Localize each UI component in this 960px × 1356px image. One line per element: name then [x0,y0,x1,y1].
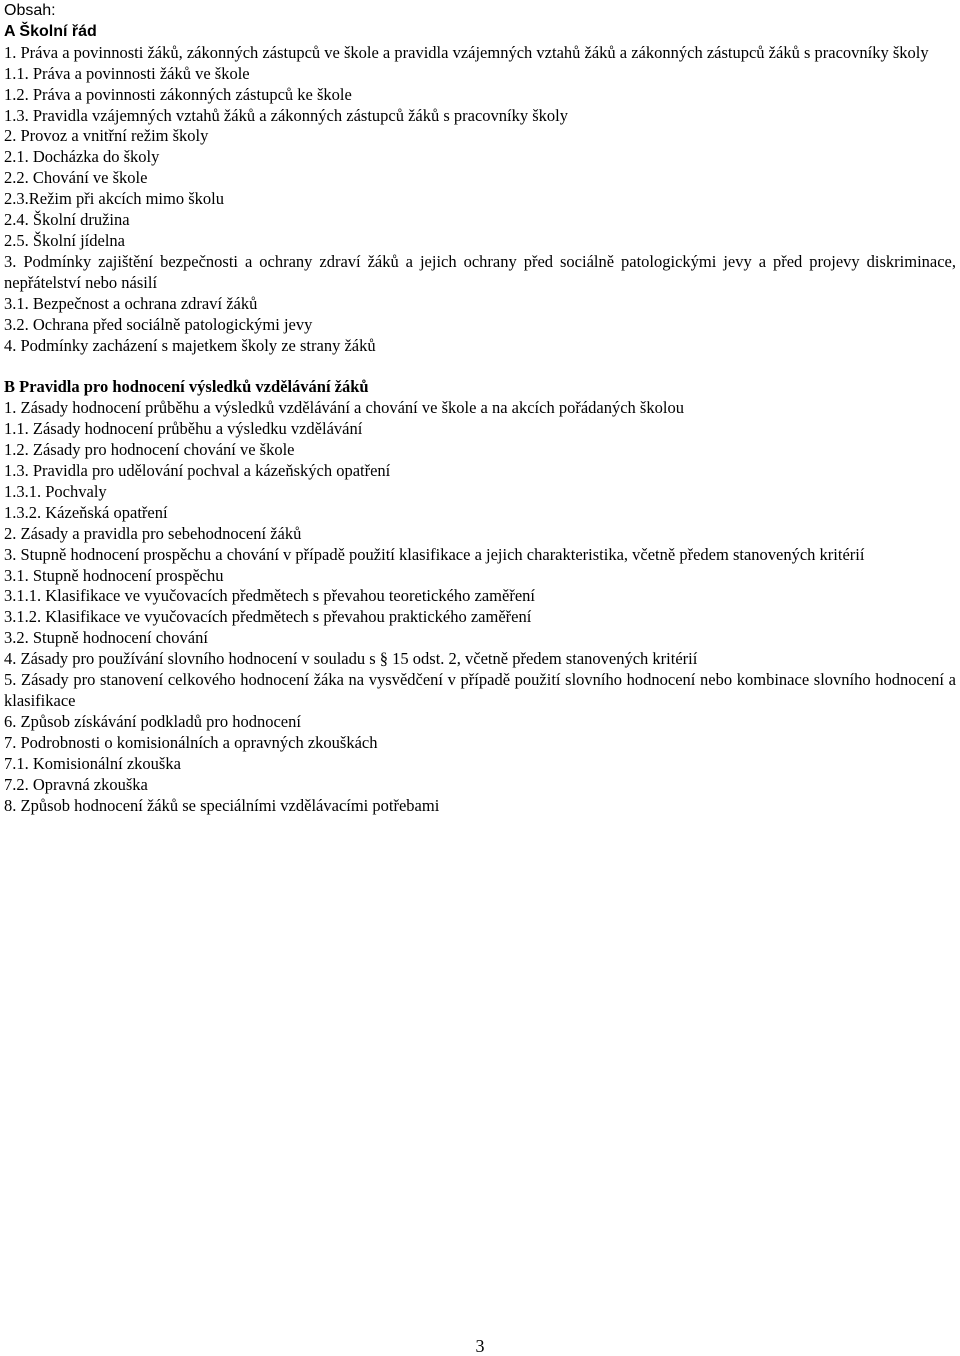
toc-entry: 1. Práva a povinnosti žáků, zákonných zástupců ve škole a pravidla vzájemných vztahů žáků a zákonných zástupců žáků s pracovníky školy [4,42,929,62]
toc-entry: 2.1. Docházka do školy [4,147,160,167]
toc-entry: 2. Zásady a pravidla pro sebehodnocení žáků [4,523,302,543]
toc-entry: 4. Zásady pro používání slovního hodnocení v souladu s § 15 odst. 2, včetně předem stanovených kritérií [4,649,698,669]
toc-entry: 7.1. Komisionální zkouška [4,753,181,773]
page-number: 3 [475,1336,485,1356]
toc-entry: 1.3.2. Kázeňská opatření [4,502,168,522]
toc-entry: 2. Provoz a vnitřní režim školy [4,126,209,146]
toc-entry: 2.4. Školní družina [4,210,130,230]
contents-heading: Obsah: [4,2,56,19]
toc-entry: 6. Způsob získávání podkladů pro hodnocení [4,711,301,731]
toc-entry: 3.1. Bezpečnost a ochrana zdraví žáků [4,293,258,313]
toc-entry: 3.2. Stupně hodnocení chování [4,628,208,648]
toc-entry: 1.3.1. Pochvaly [4,481,107,501]
toc-entry: 3.1.1. Klasifikace ve vyučovacích předmětech s převahou teoretického zaměření [4,586,535,606]
toc-entry: 3.1.2. Klasifikace ve vyučovacích předmětech s převahou praktického zaměření [4,607,532,627]
toc-entry: 2.2. Chování ve škole [4,168,148,188]
table-of-contents [4,0,956,816]
toc-entry: 1.1. Práva a povinnosti žáků ve škole [4,63,250,83]
toc-entry: 2.5. Školní jídelna [4,230,125,250]
toc-entry: 7.2. Opravná zkouška [4,774,148,794]
toc-entry: 1.2. Zásady pro hodnocení chování ve škole [4,440,295,460]
section-a-title: A Školní řád [4,22,97,40]
toc-entry: 8. Způsob hodnocení žáků se speciálními vzdělávacími potřebami [4,795,440,815]
section-b-title: B Pravidla pro hodnocení výsledků vzdělávání žáků [4,377,369,397]
toc-entry: 7. Podrobnosti o komisionálních a opravných zkouškách [4,732,378,752]
toc-entry: 1.3. Pravidla pro udělování pochval a kázeňských opatření [4,461,391,481]
toc-entry: 1.1. Zásady hodnocení průběhu a výsledku vzdělávání [4,419,363,439]
toc-entry: 4. Podmínky zacházení s majetkem školy ze strany žáků [4,335,376,355]
toc-entry: 2.3.Režim při akcích mimo školu [4,189,224,209]
toc-entry: 5. Zásady pro stanovení celkového hodnocení žáka na vysvědčení v případě použití slovního hodnocení nebo kombinace slovního hodnocení a klasifikace [4,670,956,710]
toc-entry: 3.2. Ochrana před sociálně patologickými jevy [4,314,313,334]
toc-entry: 1.3. Pravidla vzájemných vztahů žáků a zákonných zástupců žáků s pracovníky školy [4,105,569,125]
toc-entry: 1. Zásady hodnocení průběhu a výsledků vzdělávání a chování ve škole a na akcích pořádaných školou [4,398,684,418]
toc-entry: 3.1. Stupně hodnocení prospěchu [4,565,224,585]
toc-entry: 3. Stupně hodnocení prospěchu a chování v případě použití klasifikace a jejich charakteristika, včetně předem stanovených kritérií [4,544,865,564]
toc-entry: 1.2. Práva a povinnosti zákonných zástupců ke škole [4,84,352,104]
toc-entry: 3. Podmínky zajištění bezpečnosti a ochrany zdraví žáků a jejich ochrany před sociálně patologickými jevy a před projevy diskriminace, nepřátelství nebo násilí [4,251,956,292]
section-spacer [4,356,956,377]
